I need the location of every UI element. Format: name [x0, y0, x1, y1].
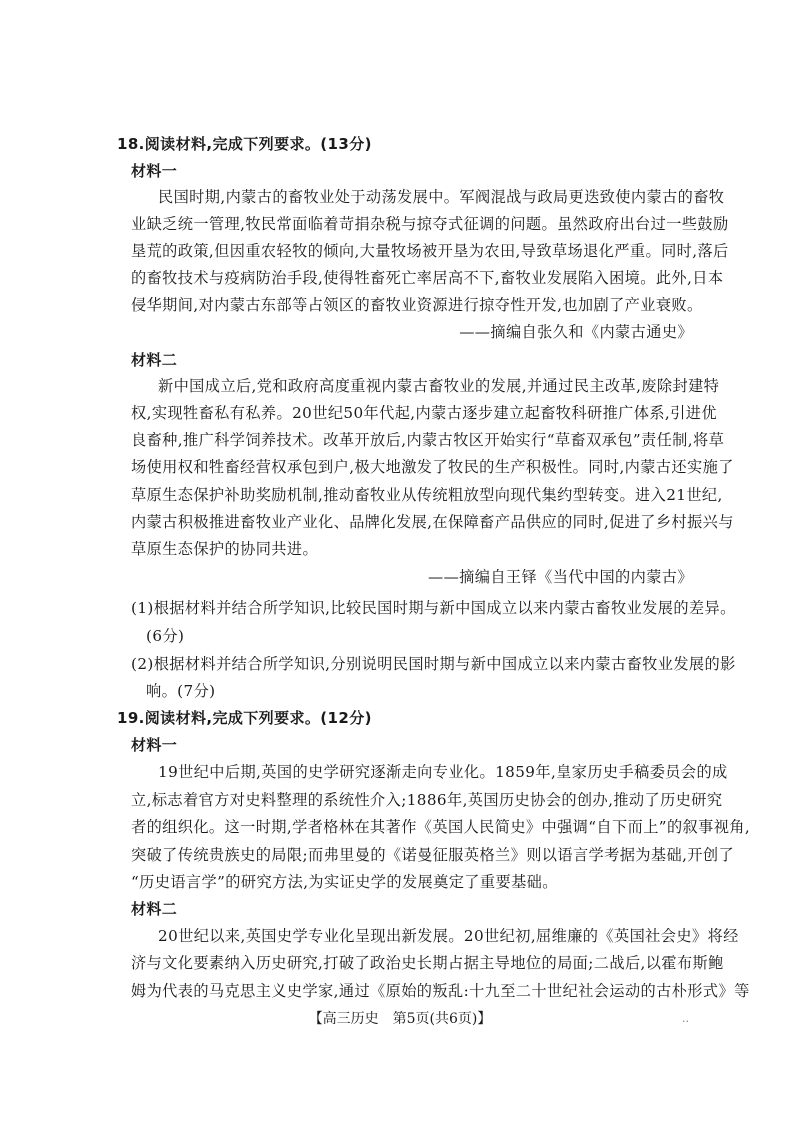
question-19-title: 19.阅读材料,完成下列要求。(12分): [117, 709, 372, 727]
paragraph-line: 民国时期,内蒙古的畜牧业处于动荡发展中。军阀混战与政局更迭致使内蒙古的畜牧: [158, 188, 725, 206]
q19-material-2-label: 材料二: [131, 900, 178, 918]
paragraph-line: 草原生态保护补助奖励机制,推动畜牧业从传统粗放型向现代集约型转变。进入21世纪,: [131, 486, 723, 504]
paragraph-line: 草原生态保护的协同共进。: [131, 540, 319, 558]
paragraph-line: “历史语言学”的研究方法,为实证史学的发展奠定了重要基础。: [131, 873, 558, 891]
q18-subquestion-2-cont: 响。(7分): [146, 682, 216, 700]
footer-mark: ..: [682, 1012, 689, 1025]
paragraph-line: 权,实现牲畜私有私养。20世纪50年代起,内蒙古逐步建立起畜牧科研推广体系,引进优: [131, 404, 717, 422]
paragraph-line: 姆为代表的马克思主义史学家,通过《原始的叛乱:十九至二十世纪社会运动的古朴形式》等: [131, 982, 750, 1000]
paragraph-line: 场使用权和牲畜经营权承包到户,极大地激发了牧民的生产积极性。同时,内蒙古还实施了: [131, 458, 734, 476]
paragraph-line: 19世纪中后期,英国的史学研究逐渐走向专业化。1859年,皇家历史手稿委员会的成: [158, 763, 728, 781]
paragraph-line: 立,标志着官方对史料整理的系统性介入;1886年,英国历史协会的创办,推动了历史研究: [131, 791, 723, 809]
paragraph-line: 侵华期间,对内蒙古东部等占领区的畜牧业资源进行掠夺性开发,也加剧了产业衰败。: [131, 296, 703, 314]
paragraph-line: 济与文化要素纳入历史研究,打破了政治史长期占据主导地位的局面;二战后,以霍布斯鲍: [131, 954, 724, 972]
question-18-title: 18.阅读材料,完成下列要求。(13分): [117, 135, 372, 153]
q18-material-1-label: 材料一: [131, 162, 178, 180]
q18-material-1-source: ——摘编自张久和《内蒙古通史》: [459, 323, 693, 341]
q18-material-2-label: 材料二: [131, 351, 178, 369]
q18-subquestion-1: (1)根据材料并结合所学知识,比较民国时期与新中国成立以来内蒙古畜牧业发展的差异。: [131, 599, 736, 617]
q19-material-1-label: 材料一: [131, 736, 178, 754]
q18-subquestion-2: (2)根据材料并结合所学知识,分别说明民国时期与新中国成立以来内蒙古畜牧业发展的影: [131, 655, 736, 673]
paragraph-line: 垦荒的政策,但因重农轻牧的倾向,大量牧场被开垦为农田,导致草场退化严重。同时,落后: [131, 242, 729, 260]
page-footer: 【高三历史 第5页(共6页)】: [308, 1011, 492, 1027]
paragraph-line: 突破了传统贵族史的局限;而弗里曼的《诺曼征服英格兰》则以语言学考据为基础,开创了: [131, 846, 735, 864]
paragraph-line: 20世纪以来,英国史学专业化呈现出新发展。20世纪初,屈维廉的《英国社会史》将经: [158, 927, 739, 945]
paragraph-line: 者的组织化。这一时期,学者格林在其著作《英国人民简史》中强调“自下而上”的叙事视角,: [131, 818, 751, 836]
paragraph-line: 良畜种,推广科学饲养技术。改革开放后,内蒙古牧区开始实行“草畜双承包”责任制,将草: [131, 431, 725, 449]
paragraph-line: 的畜牧技术与疫病防治手段,使得牲畜死亡率居高不下,畜牧业发展陷入困境。此外,日本: [131, 269, 724, 287]
paragraph-line: 内蒙古积极推进畜牧业产业化、品牌化发展,在保障畜产品供应的同时,促进了乡村振兴与: [131, 513, 734, 531]
paragraph-line: 新中国成立后,党和政府高度重视内蒙古畜牧业的发展,并通过民主改革,废除封建特: [158, 377, 720, 395]
paragraph-line: 业缺乏统一管理,牧民常面临着苛捐杂税与掠夺式征调的问题。虽然政府出台过一些鼓励: [131, 215, 729, 233]
q18-subquestion-1-score: (6分): [146, 627, 185, 645]
q18-material-2-source: ——摘编自王铎《当代中国的内蒙古》: [428, 568, 693, 586]
